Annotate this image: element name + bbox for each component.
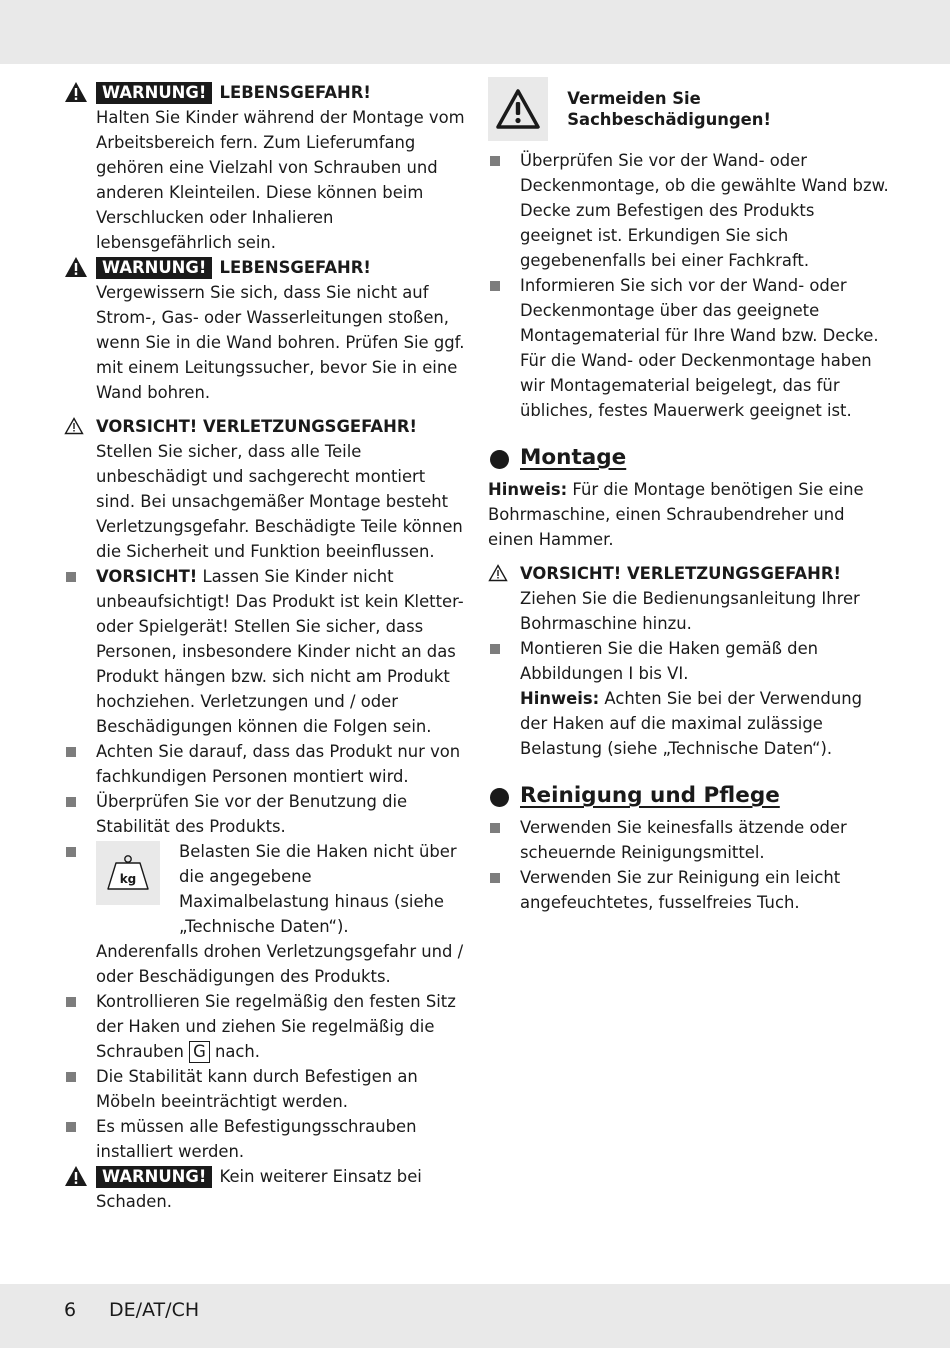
bullet-square-icon: [64, 839, 76, 864]
list-item-text: Überprüfen Sie vor der Benutzung die Stabilität des Produkts.: [96, 792, 408, 836]
list-item-text: Anderenfalls drohen Verletzungsgefahr und / oder Beschädigungen des Produkts.: [96, 942, 464, 986]
bullet-square-icon: [488, 273, 500, 298]
bullet-square-icon: [64, 739, 76, 764]
bullet-square-icon: [64, 989, 76, 1014]
caution-outline-icon: [64, 414, 84, 442]
weight-kg-label: kg: [119, 872, 137, 886]
right-column: [488, 77, 890, 915]
hint-label: Hinweis:: [520, 689, 600, 708]
warning-block-2: [64, 255, 466, 405]
warning-filled-icon: [64, 255, 88, 285]
warning-text: Kein weiterer Einsatz bei Schaden.: [96, 1167, 422, 1211]
hint-text: Für die Montage benötigen Sie eine Bohrmaschine, einen Schraubendreher und einen Hammer.: [488, 480, 864, 549]
hint-label: Hinweis:: [488, 480, 568, 499]
caution-text: Ziehen Sie die Bedienungsanleitung Ihrer Bohrmaschine hinzu.: [520, 589, 860, 633]
montage-hint: [488, 477, 890, 552]
caution-outline-icon: [488, 561, 508, 589]
caution-text: Stellen Sie sicher, dass alle Teile unbeschädigt und sachgerecht montiert sind. Bei unsachgemäßer Montage besteht Verletzungsgefahr. Beschädigte Teile können die Sicherheit und Funktion beeinflussen.: [96, 442, 463, 561]
warning-text: Vergewissern Sie sich, dass Sie nicht auf Strom-, Gas- oder Wasserleitungen stoßen, wenn Sie in die Wand bohren. Prüfen Sie ggf. mit einem Leitungssucher, bevor Sie in eine Wand bohren.: [96, 283, 465, 402]
list-item: [488, 815, 890, 865]
list-item-text: Belasten Sie die Haken nicht über die angegebene Maximalbelastung hinaus (siehe „Technische Daten“).: [179, 842, 457, 936]
list-item: [64, 1064, 466, 1114]
list-item: [488, 273, 890, 423]
list-item: [488, 865, 890, 915]
list-item: [488, 636, 890, 761]
bullet-square-icon: [488, 636, 500, 661]
warning-block-1: [64, 80, 466, 255]
list-item: [64, 739, 466, 789]
left-column: [64, 80, 466, 1214]
list-item: [488, 148, 890, 273]
hint-text: Achten Sie bei der Verwendung der Haken auf die maximal zulässige Belastung (siehe „Technische Daten“).: [520, 689, 863, 758]
caution-title: VORSICHT! VERLETZUNGSGEFAHR!: [96, 417, 417, 436]
list-item-load: [64, 839, 466, 989]
list-item-text: nach.: [209, 1042, 261, 1061]
list-item-text: Kontrollieren Sie regelmäßig den festen Sitz der Haken und ziehen Sie regelmäßig die Schrauben: [96, 992, 456, 1061]
caution-block: [488, 561, 890, 636]
bullet-square-icon: [488, 148, 500, 173]
warning-block-3: [64, 1164, 466, 1214]
caution-block: [64, 414, 466, 564]
region-label: DE/AT/CH: [109, 1299, 200, 1321]
list-item-text: Überprüfen Sie vor der Wand- oder Deckenmontage, ob die gewählte Wand bzw. Decke zum Befestigen des Produkts geeignet ist. Erkundigen Sie sich gegebenenfalls bei einer Fachkraft.: [520, 151, 889, 270]
warning-text: Halten Sie Kinder während der Montage vom Arbeitsbereich fern. Zum Lieferumfang gehören eine Vielzahl von Schrauben und anderen Kleinteilen. Diese können beim Verschlucken oder Inhalieren lebensgefährlich sein.: [96, 108, 465, 252]
warning-title: LEBENSGEFAHR!: [219, 258, 371, 277]
bullet-square-icon: [488, 865, 500, 890]
section-dot-icon: [490, 788, 509, 807]
list-item: [64, 989, 466, 1064]
list-item: [64, 1114, 466, 1164]
bullet-square-icon: [64, 1114, 76, 1139]
caution-label: VORSICHT!: [96, 567, 198, 586]
page-number: 6: [64, 1299, 77, 1321]
warning-badge: WARNUNG!: [96, 82, 212, 104]
list-item-text: Montieren Sie die Haken gemäß den Abbildungen I bis VI.: [520, 639, 819, 683]
list-item: [64, 789, 466, 839]
part-reference: G: [189, 1041, 210, 1063]
bullet-square-icon: [64, 789, 76, 814]
property-damage-notice: [488, 77, 890, 141]
list-item-text: Lassen Sie Kinder nicht unbeaufsichtigt! Das Produkt ist kein Kletter- oder Spielgerät! Stellen Sie sicher, dass Personen, insbesondere Kinder nicht an das Produkt hängen bzw. sich nicht am Produkt hochziehen. Verletzungen und / oder Beschädigungen können die Folgen sein.: [96, 567, 464, 736]
list-item-text: Verwenden Sie zur Reinigung ein leicht angefeuchtetes, fusselfreies Tuch.: [520, 868, 841, 912]
list-item-text: Die Stabilität kann durch Befestigen an Möbeln beeinträchtigt werden.: [96, 1067, 418, 1111]
warning-outline-icon: [488, 77, 548, 141]
warning-badge: WARNUNG!: [96, 1166, 212, 1188]
list-item-text: Es müssen alle Befestigungsschrauben installiert werden.: [96, 1117, 417, 1161]
warning-badge: WARNUNG!: [96, 257, 212, 279]
list-item: [64, 564, 466, 739]
bullet-square-icon: [488, 815, 500, 840]
bullet-square-icon: [64, 1064, 76, 1089]
bullet-square-icon: [64, 564, 76, 589]
section-heading-montage: Montage: [488, 443, 890, 473]
section-dot-icon: [490, 450, 509, 469]
header-band: [0, 0, 950, 64]
caution-title: VORSICHT! VERLETZUNGSGEFAHR!: [520, 564, 841, 583]
warning-title: LEBENSGEFAHR!: [219, 83, 371, 102]
warning-filled-icon: [64, 80, 88, 110]
warning-filled-icon: [64, 1164, 88, 1194]
list-item-text: Achten Sie darauf, dass das Produkt nur von fachkundigen Personen montiert wird.: [96, 742, 461, 786]
list-item-text: Verwenden Sie keinesfalls ätzende oder scheuernde Reinigungsmittel.: [520, 818, 847, 862]
section-heading-cleaning: Reinigung und Pflege: [488, 781, 890, 811]
list-item-text: Informieren Sie sich vor der Wand- oder Deckenmontage über das geeignete Montagematerial für Ihre Wand bzw. Decke. Für die Wand- oder Deckenmontage haben wir Montagematerial beigelegt, das für übliches, festes Mauerwerk geeignet ist.: [520, 276, 879, 420]
property-damage-title: Vermeiden Sie Sachbeschädigungen!: [567, 89, 771, 129]
weight-kg-icon: [96, 841, 160, 905]
